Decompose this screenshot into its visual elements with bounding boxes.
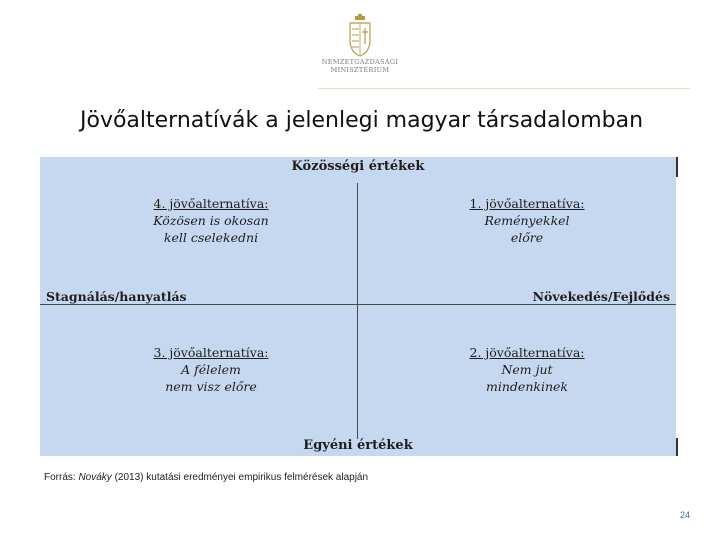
logo-line-1: NEMZETGAZDASÁGI [321, 58, 399, 66]
quadrant-bottom-right [452, 344, 602, 395]
quadrant-heading: 2. jövőalternatíva: [469, 345, 585, 360]
quadrant-text: Közösen is okosan [153, 213, 269, 228]
quadrant-text: Nem jut [501, 362, 553, 377]
quadrant-text: kell cselekedni [163, 230, 259, 245]
quadrant-text: A félelem [181, 362, 241, 377]
quadrant-diagram [40, 157, 676, 456]
header-divider [318, 88, 690, 89]
page-number: 24 [679, 510, 690, 520]
quadrant-text: előre [510, 230, 544, 245]
quadrant-text: mindenkinek [486, 379, 568, 394]
slide-title: Jövőalternatívák a jelenlegi magyar társadalomban [80, 108, 644, 133]
diagram-border-mark [676, 438, 678, 456]
logo-line-2: MINISZTÉRIUM [330, 66, 390, 74]
quadrant-heading: 1. jövőalternatíva: [469, 196, 585, 211]
quadrant-heading: 4. jövőalternatíva: [153, 196, 269, 211]
horizontal-axis [40, 304, 676, 305]
source-citation [44, 472, 368, 483]
diagram-border-mark [676, 157, 678, 177]
quadrant-text: nem visz előre [165, 379, 257, 394]
source-rest: (2013) kutatási eredményei empirikus felmérések alapján [111, 472, 369, 483]
source-author: Nováky [78, 472, 112, 483]
axis-label-right: Növekedés/Fejlődés [532, 289, 670, 304]
quadrant-text: Reményekkel [484, 213, 570, 228]
source-prefix: Forrás: [44, 472, 79, 483]
axis-label-bottom: Egyéni értékek [303, 438, 413, 453]
axis-label-left: Stagnálás/hanyatlás [46, 289, 187, 304]
quadrant-top-right [452, 195, 602, 246]
vertical-axis [357, 183, 358, 439]
quadrant-bottom-left [136, 344, 286, 395]
axis-label-top: Közösségi értékek [291, 159, 425, 174]
quadrant-top-left [136, 195, 286, 246]
ministry-logo [318, 14, 402, 84]
quadrant-heading: 3. jövőalternatíva: [153, 345, 269, 360]
coat-of-arms-icon [347, 14, 373, 58]
